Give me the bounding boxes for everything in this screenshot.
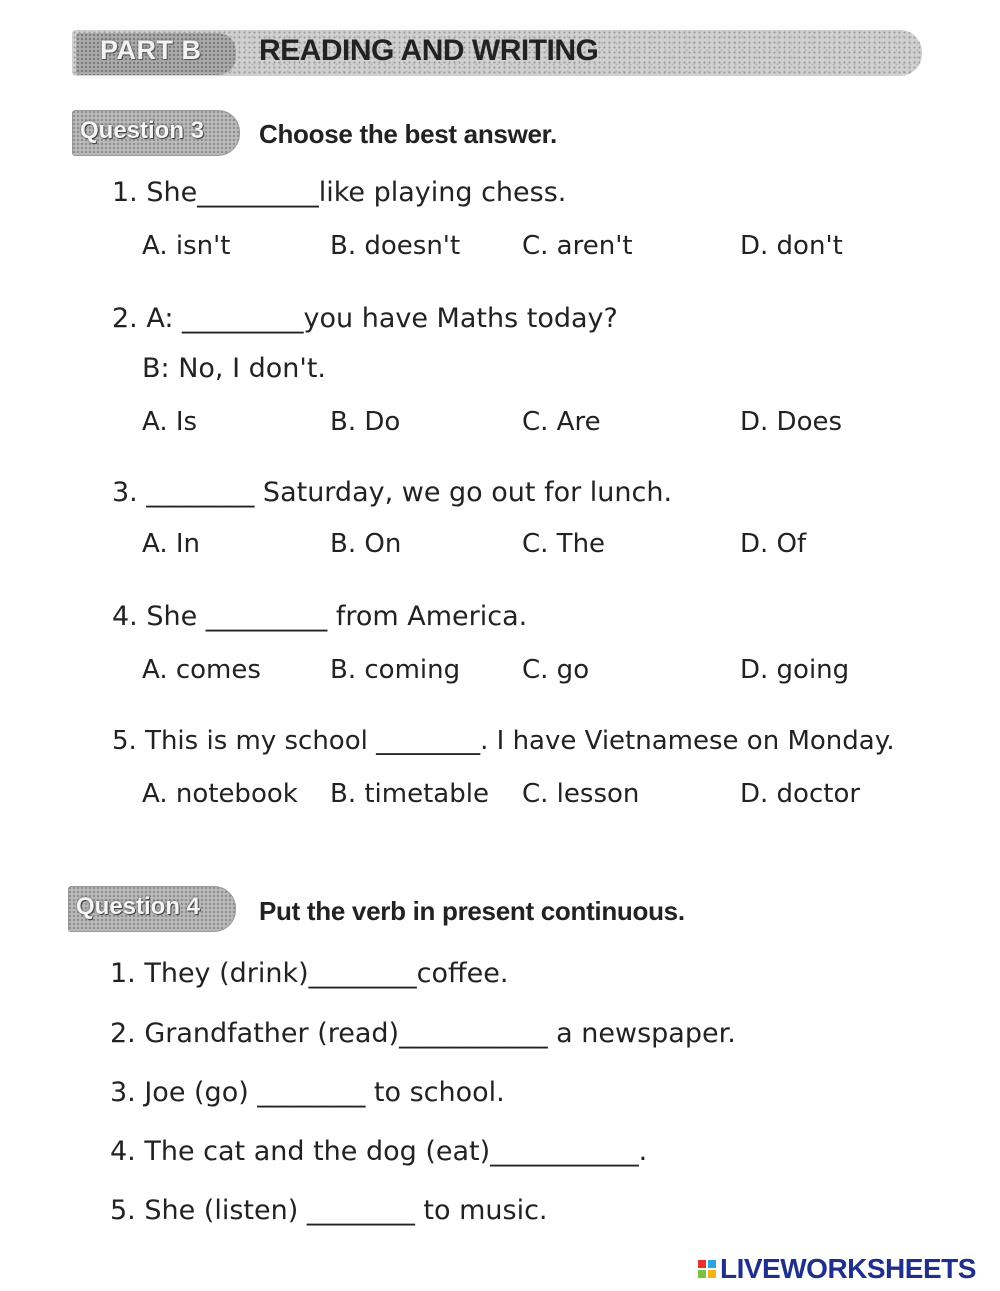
logo-text: LIVEWORKSHEETS xyxy=(720,1253,976,1284)
q3-item-1-option-d[interactable]: D. don't xyxy=(740,231,843,261)
question-4-instruction: Put the verb in present continuous. xyxy=(259,896,685,926)
q3-item-3-text: 3. ________ Saturday, we go out for lunch. xyxy=(112,477,673,508)
q3-item-2-option-c[interactable]: C. Are xyxy=(522,407,601,437)
question-3-instruction: Choose the best answer. xyxy=(259,119,557,149)
q3-item-5-option-d[interactable]: D. doctor xyxy=(740,779,861,809)
q3-item-4-option-d[interactable]: D. going xyxy=(740,655,850,685)
q3-item-4-text: 4. She _________ from America. xyxy=(112,601,528,632)
q3-item-2-option-a[interactable]: A. Is xyxy=(142,407,198,437)
q3-item-3-option-b[interactable]: B. On xyxy=(330,529,402,559)
q3-item-5-option-a[interactable]: A. notebook xyxy=(142,779,298,809)
q4-item-1[interactable]: 1. They (drink)________coffee. xyxy=(110,958,509,989)
q4-item-3[interactable]: 3. Joe (go) ________ to school. xyxy=(110,1077,505,1108)
q4-item-4[interactable]: 4. The cat and the dog (eat)___________. xyxy=(110,1136,648,1167)
q3-item-4-option-b[interactable]: B. coming xyxy=(330,655,461,685)
q3-item-3-option-c[interactable]: C. The xyxy=(522,529,606,559)
liveworksheets-logo[interactable] xyxy=(698,1253,976,1285)
q3-item-4-option-c[interactable]: C. go xyxy=(522,655,590,685)
question-4-label: Question 4 xyxy=(76,893,201,920)
q3-item-5-text: 5. This is my school ________. I have Vietnamese on Monday. xyxy=(112,726,895,756)
q3-item-1-option-a[interactable]: A. isn't xyxy=(142,231,231,261)
q3-item-4-option-a[interactable]: A. comes xyxy=(142,655,261,685)
q3-item-5-option-b[interactable]: B. timetable xyxy=(330,779,489,809)
q3-item-2-text: 2. A: _________you have Maths today? xyxy=(112,303,618,334)
question-3-label: Question 3 xyxy=(80,117,205,144)
q3-item-3-option-a[interactable]: A. In xyxy=(142,529,201,559)
q3-item-3-option-d[interactable]: D. Of xyxy=(740,529,807,559)
q4-item-5[interactable]: 5. She (listen) ________ to music. xyxy=(110,1195,548,1226)
q3-item-5-option-c[interactable]: C. lesson xyxy=(522,779,640,809)
q3-item-1-option-b[interactable]: B. doesn't xyxy=(330,231,461,261)
q3-item-2-option-d[interactable]: D. Does xyxy=(740,407,843,437)
section-title: READING AND WRITING xyxy=(259,34,599,67)
part-label: PART B xyxy=(100,35,202,65)
q3-item-1-text: 1. She_________like playing chess. xyxy=(112,177,567,208)
q3-item-2-option-b[interactable]: B. Do xyxy=(330,407,401,437)
q3-item-2-reply: B: No, I don't. xyxy=(142,353,326,384)
logo-icon xyxy=(698,1260,716,1278)
q4-item-2[interactable]: 2. Grandfather (read)___________ a newspaper. xyxy=(110,1018,736,1049)
q3-item-1-option-c[interactable]: C. aren't xyxy=(522,231,633,261)
